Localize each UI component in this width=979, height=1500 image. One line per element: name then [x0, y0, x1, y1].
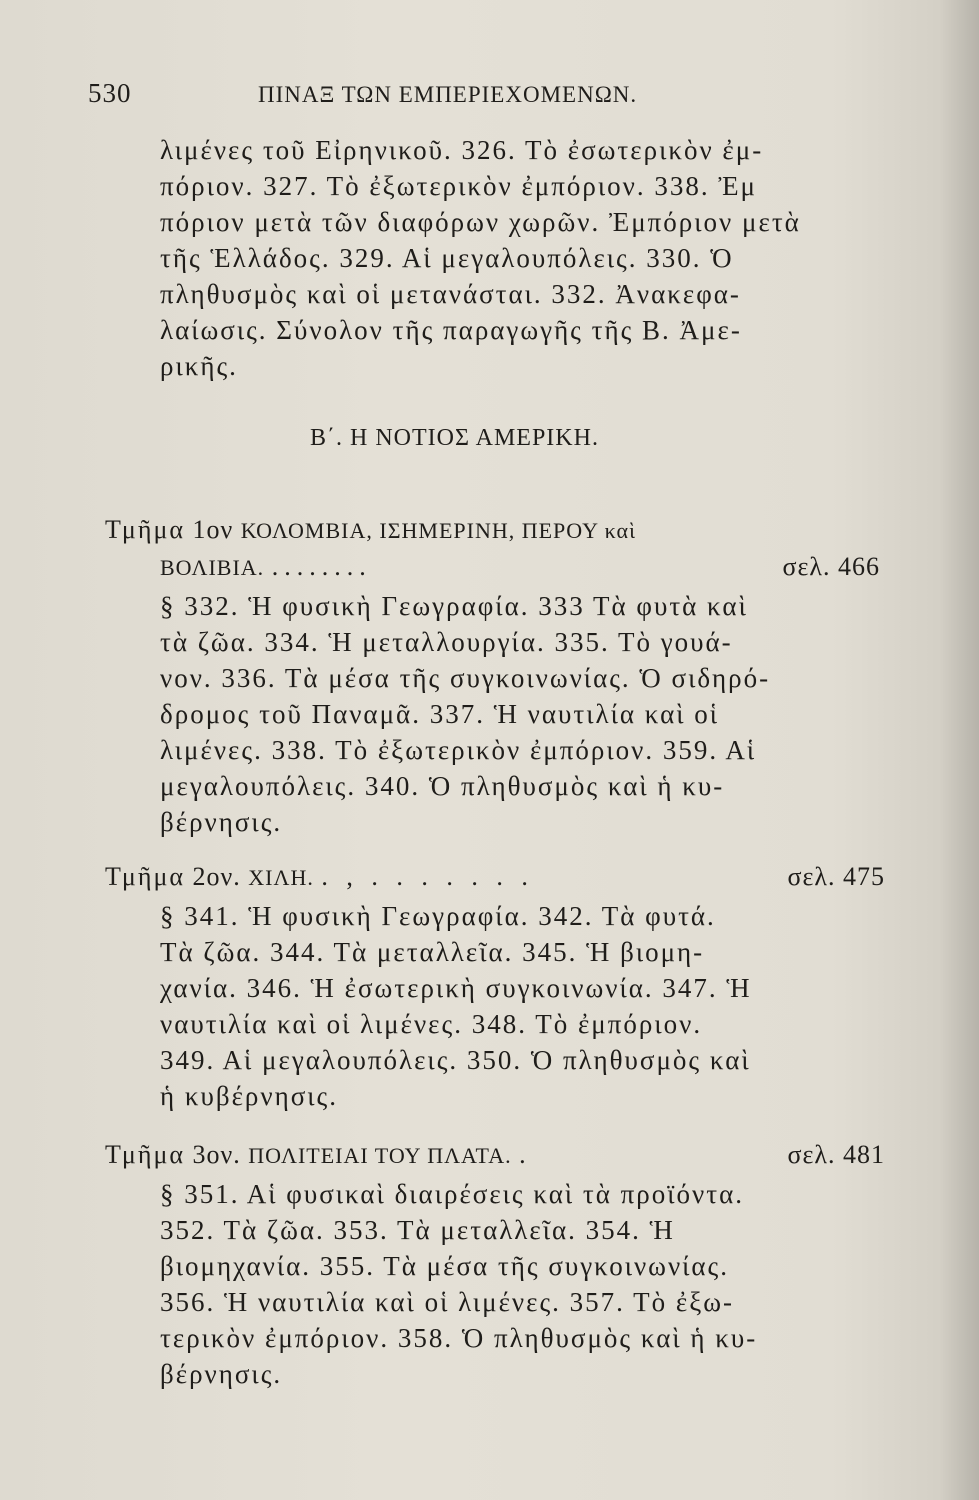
entry-heading: [105, 515, 885, 545]
entry-heading-cont: [160, 552, 880, 582]
text-line: βιομηχανία. 355. Τὰ μέσα τῆς συγκοινωνίας.: [160, 1251, 729, 1281]
text-line: § 332. Ἡ φυσικὴ Γεωγραφία. 333 Τὰ φυτὰ καὶ: [160, 591, 748, 621]
entry-heading: [105, 862, 885, 892]
entry-number: 3ον.: [192, 1140, 241, 1169]
leader-dots: ........: [271, 552, 372, 581]
text-line: πληθυσμὸς καὶ οἱ μετανάσται. 332. Ἀνακεφα-: [160, 279, 741, 309]
entry-number: 1ον: [192, 515, 234, 544]
text-line: μεγαλουπόλεις. 340. Ὁ πληθυσμὸς καὶ ἡ κυ-: [160, 771, 725, 801]
text-line: ρικῆς.: [160, 351, 238, 381]
entry-body: [160, 588, 800, 840]
entry-number: 2ον.: [192, 862, 241, 891]
section-heading: Β΄. Η ΝΟΤΙΟΣ ΑΜΕΡΙΚΗ.: [310, 425, 599, 451]
text-line: λιμένες. 338. Τὸ ἐξωτερικὸν ἐμπόριον. 359. Αἱ: [160, 735, 757, 765]
page-header: [88, 78, 728, 118]
text-line: § 351. Αἱ φυσικαὶ διαιρέσεις καὶ τὰ προϊόντα.: [160, 1179, 744, 1209]
text-line: πόριον μετὰ τῶν διαφόρων χωρῶν. Ἐμπόριον μετὰ: [160, 207, 801, 237]
entry-page-ref: σελ. 475: [787, 862, 885, 891]
entry-label: Τμῆμα: [105, 515, 186, 544]
entry-title-cont: ΒΟΛΙΒΙΑ.: [160, 555, 265, 580]
text-line: 356. Ἡ ναυτιλία καὶ οἱ λιμένες. 357. Τὸ ἐξω-: [160, 1287, 735, 1317]
entry-title: ΧΙΛΗ.: [248, 865, 314, 890]
text-line: 349. Αἱ μεγαλουπόλεις. 350. Ὁ πληθυσμὸς καὶ: [160, 1045, 751, 1075]
text-line: § 341. Ἡ φυσικὴ Γεωγραφία. 342. Τὰ φυτά.: [160, 901, 716, 931]
text-line: βέρνησις.: [160, 1359, 283, 1389]
entry-title: ΚΟΛΟΜΒΙΑ, ΙΣΗΜΕΡΙΝΗ, ΠΕΡΟΥ καὶ: [240, 518, 636, 543]
text-line: δρομος τοῦ Παναμᾶ. 337. Ἡ ναυτιλία καὶ οἱ: [160, 699, 720, 729]
entry-title: ΠΟΛΙΤΕΙΑΙ ΤΟΥ ΠΛΑΤΑ.: [248, 1143, 512, 1168]
spine-shadow: [939, 0, 979, 1500]
text-line: νον. 336. Τὰ μέσα τῆς συγκοινωνίας. Ὁ σιδηρό-: [160, 663, 771, 693]
page-number: 530: [88, 78, 132, 108]
text-line: 352. Τὰ ζῶα. 353. Τὰ μεταλλεῖα. 354. Ἡ: [160, 1215, 675, 1245]
text-line: λαίωσις. Σύνολον τῆς παραγωγῆς τῆς Β. Ἀμε-: [160, 315, 742, 345]
entry-label: Τμῆμα: [105, 1140, 186, 1169]
text-line: λιμένες τοῦ Εἰρηνικοῦ. 326. Τὸ ἐσωτερικὸν ἐμ-: [160, 135, 764, 165]
leader-dots: .: [519, 1140, 532, 1169]
text-line: τῆς Ἑλλάδος. 329. Αἱ μεγαλουπόλεις. 330. Ὁ: [160, 243, 734, 273]
intro-paragraph: [160, 132, 800, 384]
text-line: τερικὸν ἐμπόριον. 358. Ὁ πληθυσμὸς καὶ ἡ κυ-: [160, 1323, 758, 1353]
entry-body: [160, 898, 800, 1114]
text-line: τὰ ζῶα. 334. Ἡ μεταλλουργία. 335. Τὸ γουά-: [160, 627, 733, 657]
entry-body: [160, 1176, 800, 1392]
leader-dots: . , . . . . . . .: [321, 862, 534, 891]
text-line: ἡ κυβέρνησις.: [160, 1081, 338, 1111]
text-line: βέρνησις.: [160, 807, 283, 837]
entry-page-ref: σελ. 481: [787, 1140, 885, 1169]
text-line: χανία. 346. Ἡ ἐσωτερικὴ συγκοινωνία. 347. Ἡ: [160, 973, 752, 1003]
text-line: πόριον. 327. Τὸ ἐξωτερικὸν ἐμπόριον. 338. Ἐμ: [160, 171, 758, 201]
entry-heading: [105, 1140, 885, 1170]
text-line: Τὰ ζῶα. 344. Τὰ μεταλλεῖα. 345. Ἡ βιομη-: [160, 937, 705, 967]
entry-label: Τμῆμα: [105, 862, 186, 891]
running-title: ΠΙΝΑΞ ΤΩΝ ΕΜΠΕΡΙΕΧΟΜΕΝΩΝ.: [258, 82, 638, 107]
text-line: ναυτιλία καὶ οἱ λιμένες. 348. Τὸ ἐμπόριον.: [160, 1009, 703, 1039]
entry-page-ref: σελ. 466: [782, 552, 880, 581]
